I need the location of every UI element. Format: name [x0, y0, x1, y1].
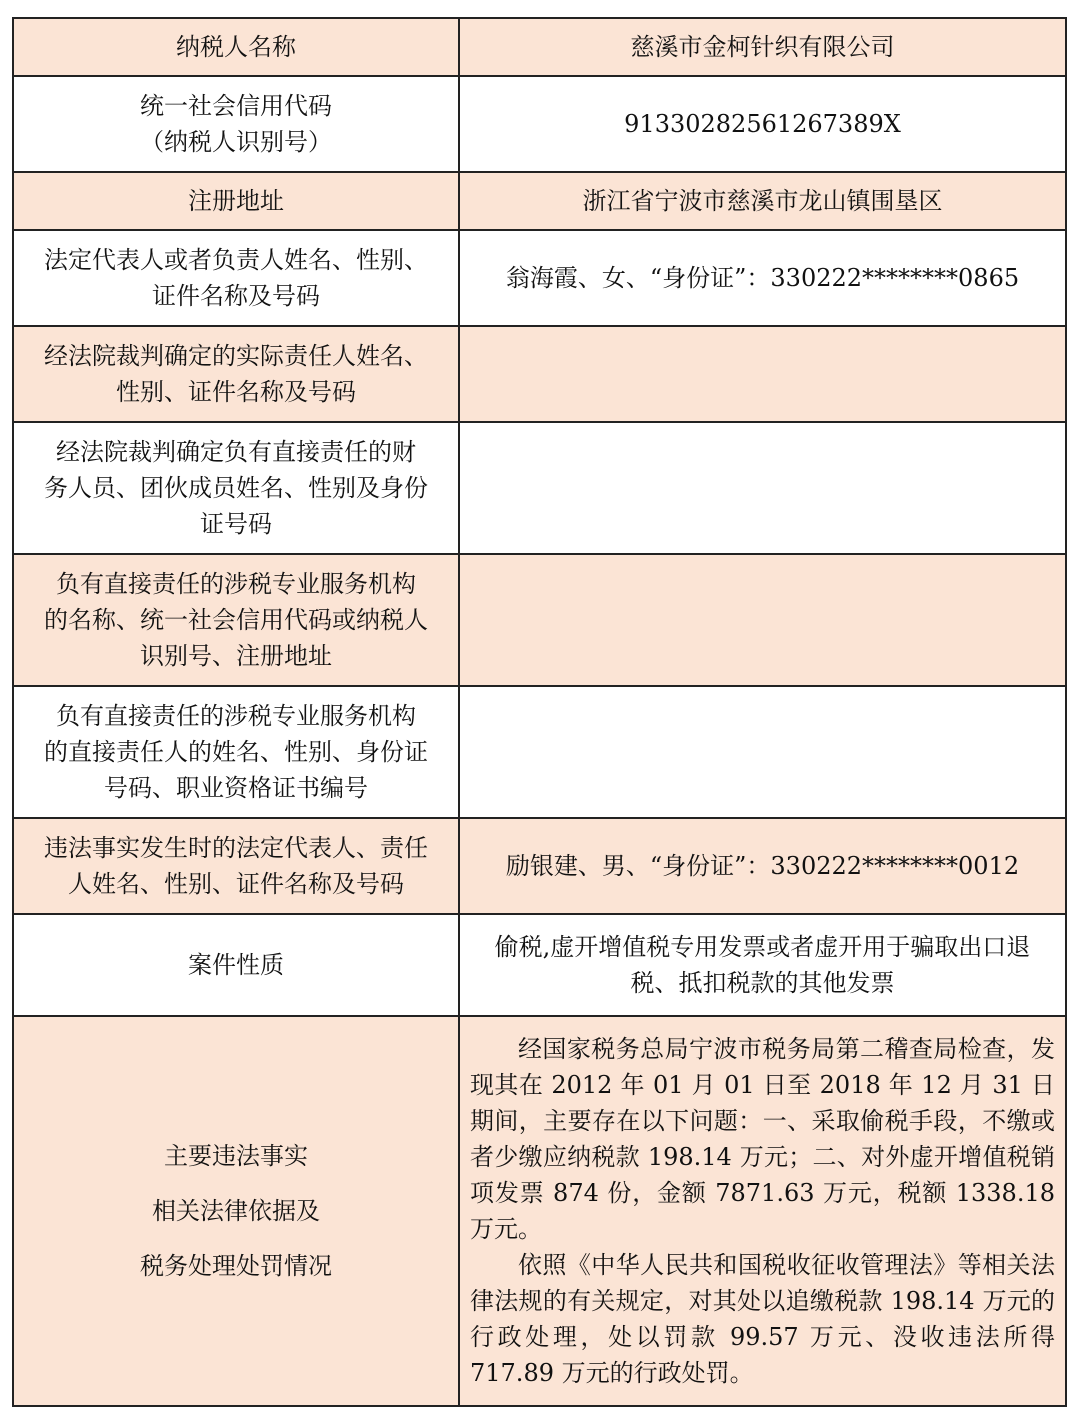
label-taxpayer-name: 纳税人名称: [13, 18, 459, 76]
label-credit-code: 统一社会信用代码 （纳税人识别号）: [13, 76, 459, 172]
value-violation-facts: [459, 1016, 1066, 1406]
label-actual-responsible-person: 经法院裁判确定的实际责任人姓名、 性别、证件名称及号码: [13, 326, 459, 422]
row-taxpayer-name: [13, 18, 1066, 76]
value-registered-address: 浙江省宁波市慈溪市龙山镇围垦区: [459, 172, 1066, 230]
row-case-nature: [13, 914, 1066, 1016]
value-service-agency: [459, 554, 1066, 686]
row-legal-representative: [13, 230, 1066, 326]
tax-violation-info-table: [12, 17, 1067, 1407]
value-case-nature: 偷税,虚开增值税专用发票或者虚开用于骗取出口退 税、抵扣税款的其他发票: [459, 914, 1066, 1016]
facts-paragraph-penalty: 依照《中华人民共和国税收征收管理法》等相关法律法规的有关规定，对其处以追缴税款 198.14 万元的行政处理，处以罚款 99.57 万元、没收违法所得 717.89 万元的行政处罚。: [470, 1251, 1055, 1387]
value-representative-at-violation: 励银建、男、“身份证”：330222********0012: [459, 818, 1066, 914]
row-agency-responsible-person: [13, 686, 1066, 818]
row-financial-staff: [13, 422, 1066, 554]
label-service-agency: 负有直接责任的涉税专业服务机构 的名称、统一社会信用代码或纳税人 识别号、注册地址: [13, 554, 459, 686]
row-service-agency: [13, 554, 1066, 686]
row-violation-facts: [13, 1016, 1066, 1406]
label-financial-staff: 经法院裁判确定负有直接责任的财 务人员、团伙成员姓名、性别及身份 证号码: [13, 422, 459, 554]
value-taxpayer-name: 慈溪市金柯针织有限公司: [459, 18, 1066, 76]
value-legal-representative: 翁海霞、女、“身份证”：330222********0865: [459, 230, 1066, 326]
label-agency-responsible-person: 负有直接责任的涉税专业服务机构 的直接责任人的姓名、性别、身份证 号码、职业资格证书编号: [13, 686, 459, 818]
row-actual-responsible-person: [13, 326, 1066, 422]
value-agency-responsible-person: [459, 686, 1066, 818]
value-actual-responsible-person: [459, 326, 1066, 422]
label-legal-representative: 法定代表人或者负责人姓名、性别、 证件名称及号码: [13, 230, 459, 326]
row-registered-address: [13, 172, 1066, 230]
facts-paragraph-findings: 经国家税务总局宁波市税务局第二稽查局检查，发现其在 2012 年 01 月 01 日至 2018 年 12 月 31 日期间，主要存在以下问题：一、采取偷税手段，不缴或者少缴应纳税款 198.14 万元；二、对外虚开增值税销项发票 874 份，金额 7871.63 万元，税额 1338.18 万元。: [470, 1035, 1055, 1243]
label-representative-at-violation: 违法事实发生时的法定代表人、责任 人姓名、性别、证件名称及号码: [13, 818, 459, 914]
label-registered-address: 注册地址: [13, 172, 459, 230]
label-case-nature: 案件性质: [13, 914, 459, 1016]
value-credit-code: 91330282561267389X: [459, 76, 1066, 172]
row-credit-code: [13, 76, 1066, 172]
label-violation-facts: 主要违法事实 相关法律依据及 税务处理处罚情况: [13, 1016, 459, 1406]
row-representative-at-violation: [13, 818, 1066, 914]
value-financial-staff: [459, 422, 1066, 554]
